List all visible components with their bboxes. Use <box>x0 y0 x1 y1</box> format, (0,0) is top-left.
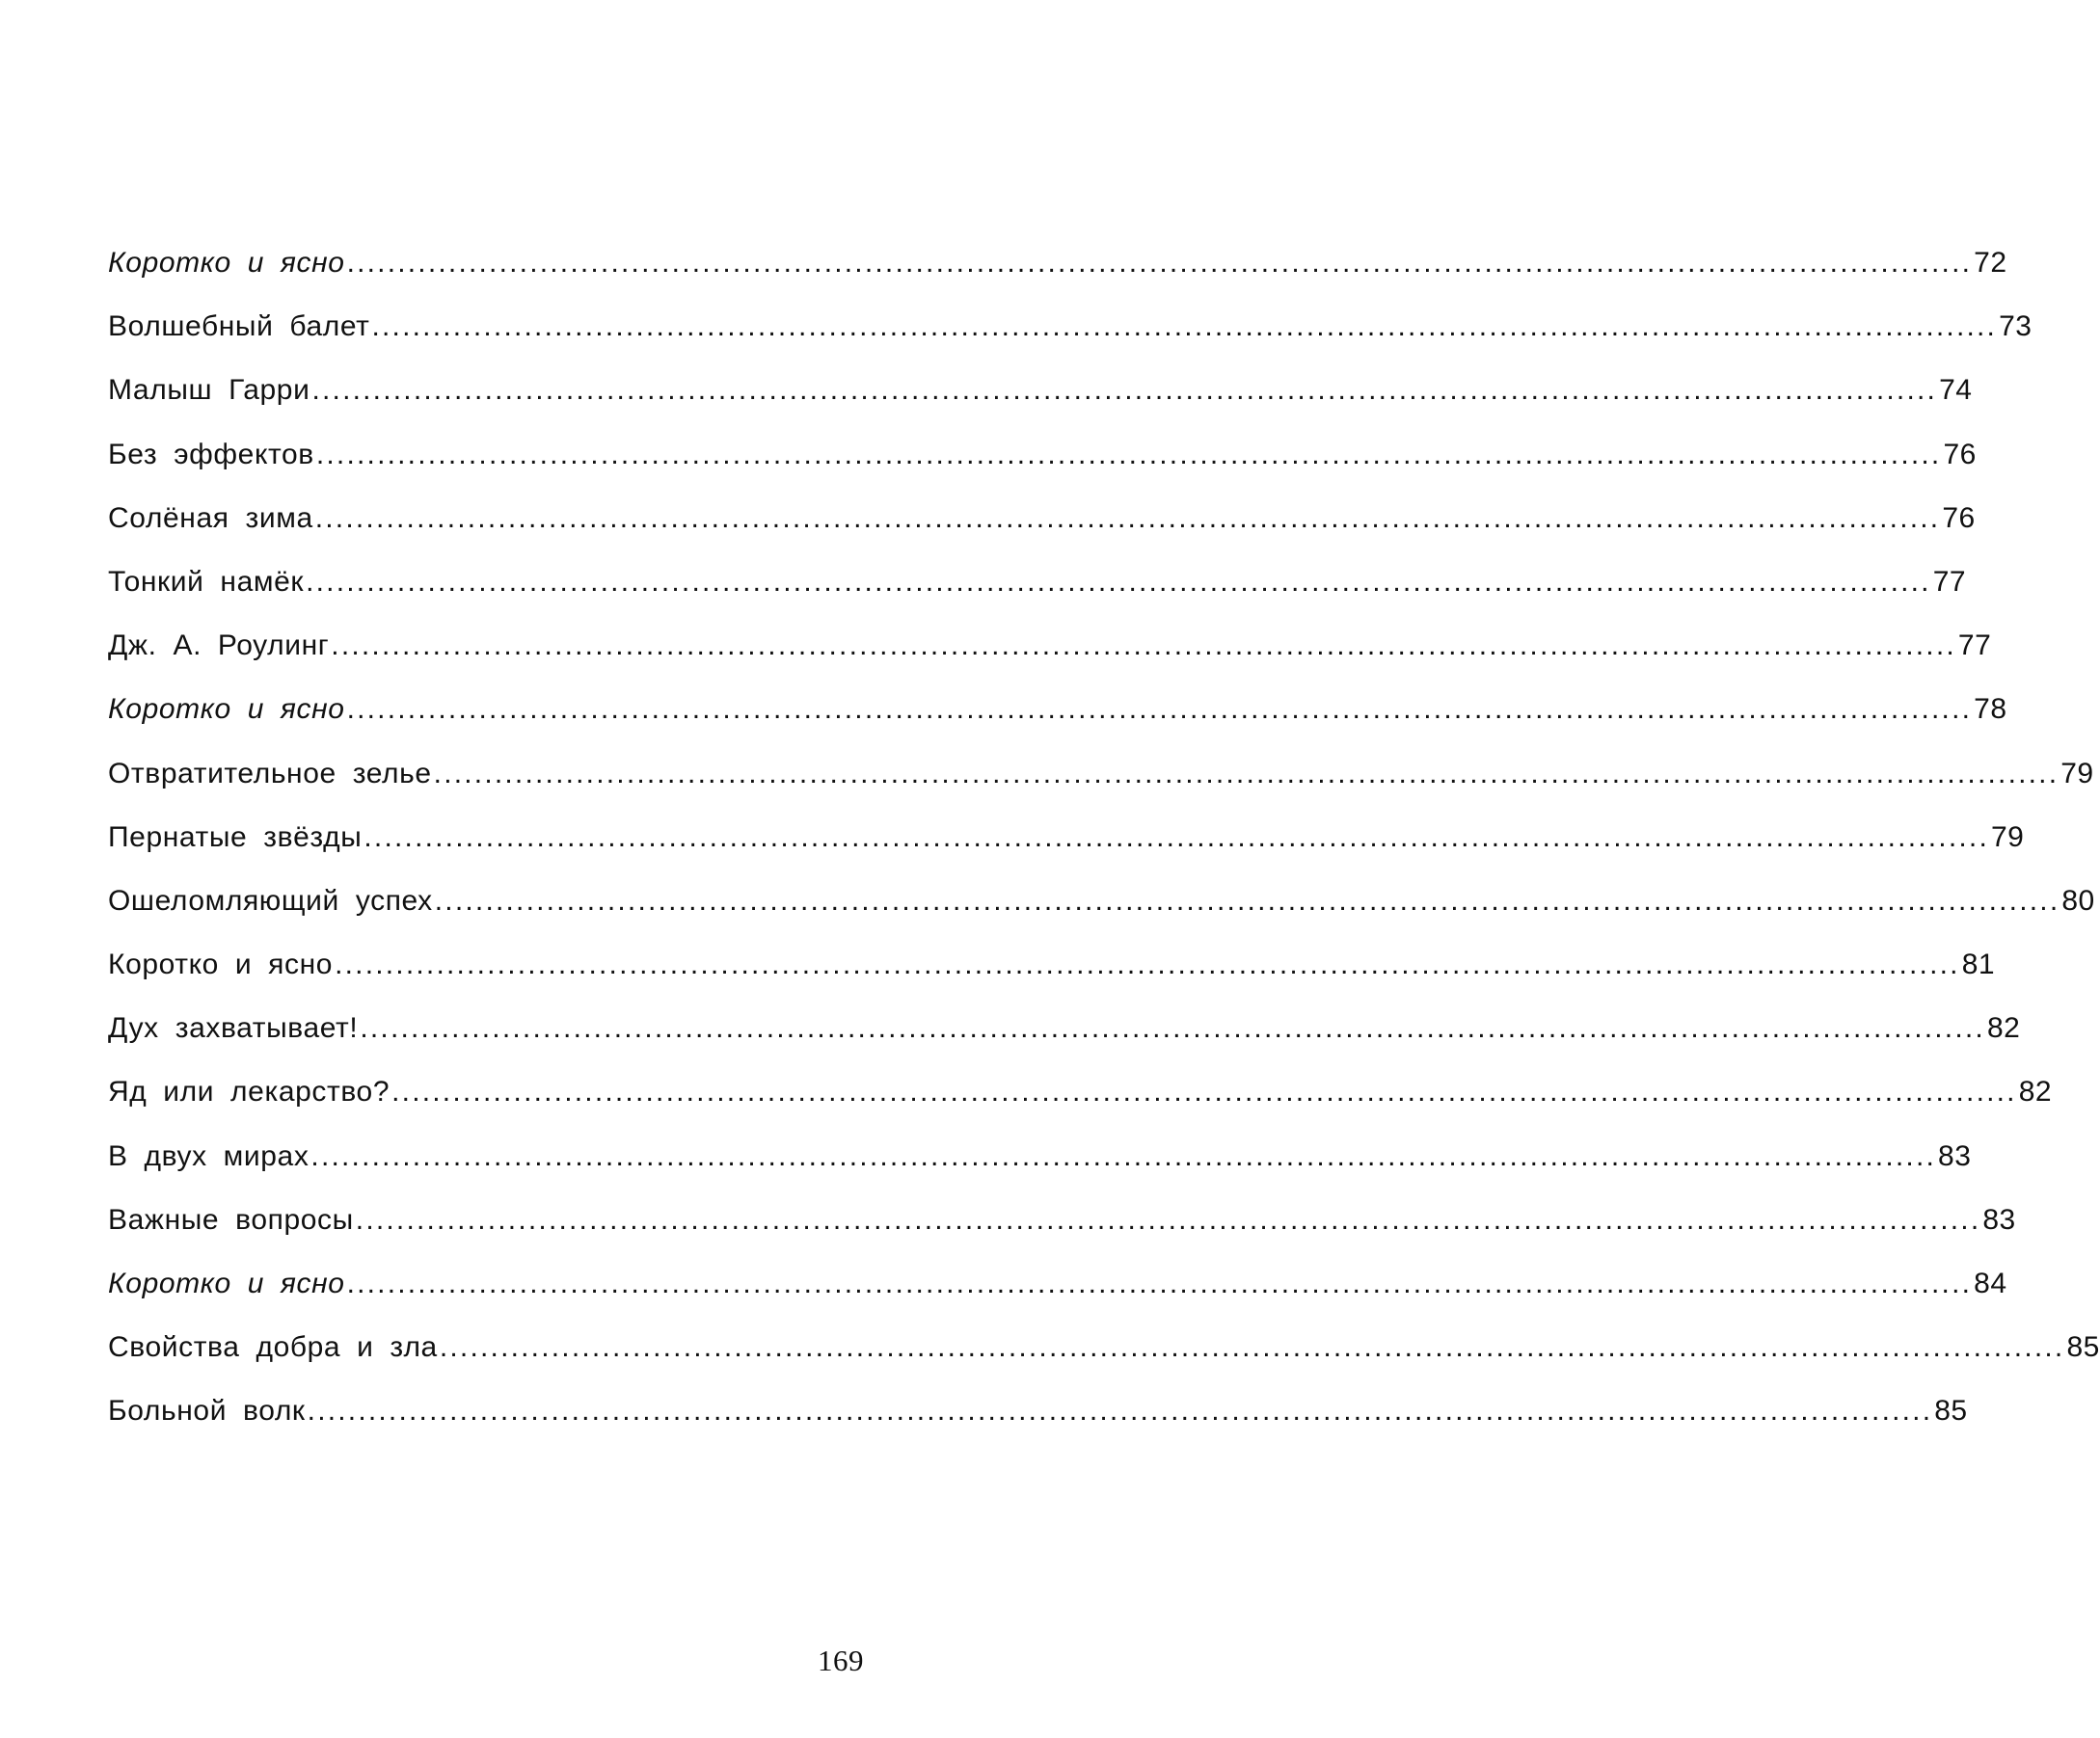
dot-leader: ................................................................................................................................................................ <box>335 949 1960 981</box>
toc-entry-page: 77 <box>1932 565 1967 598</box>
toc-entry-title: Тонкий намёк <box>108 565 305 598</box>
toc-entry-page: 78 <box>1974 693 2007 726</box>
dot-leader: ................................................................................................................................................................ <box>310 1139 1937 1172</box>
toc-entry-page: 80 <box>2061 884 2095 917</box>
toc-entry-page: 81 <box>1961 949 1996 981</box>
toc-entry <box>108 629 1992 693</box>
dot-leader: ................................................................................................................................................................ <box>363 820 1989 853</box>
toc-entry-title: Малыш Гарри <box>108 374 310 407</box>
dot-leader: ................................................................................................................................................................ <box>346 247 1973 279</box>
toc-entry-title: В двух мирах <box>108 1139 310 1172</box>
toc-entry-page: 73 <box>1999 310 2033 343</box>
toc-entry <box>108 820 2025 885</box>
dot-leader: ................................................................................................................................................................ <box>355 1203 1981 1236</box>
toc-entry-title: Волшебный балет <box>108 310 370 343</box>
toc-entry-page: 82 <box>2018 1076 2053 1109</box>
toc-entry <box>108 247 2007 310</box>
dot-leader: ................................................................................................................................................................ <box>307 1395 1933 1428</box>
toc-entry-title: Важные вопросы <box>108 1203 354 1236</box>
toc-entry <box>108 1331 2100 1395</box>
toc-entry <box>108 757 2094 821</box>
toc-entry-title: Пернатые звёзды <box>108 820 363 853</box>
toc-entry <box>108 1139 1972 1204</box>
toc-entry-page: 76 <box>1943 438 1977 470</box>
toc-entry-page: 79 <box>1990 820 2025 853</box>
dot-leader: ................................................................................................................................................................ <box>439 1331 2065 1364</box>
toc-entry-page: 76 <box>1942 501 1976 534</box>
toc-entry <box>108 310 2033 374</box>
toc-entry-title: Солёная зима <box>108 501 313 534</box>
dot-leader: ................................................................................................................................................................ <box>346 1268 1973 1299</box>
toc-entry <box>108 501 1976 566</box>
dot-leader: ................................................................................................................................................................ <box>434 884 2060 917</box>
dot-leader: ................................................................................................................................................................ <box>371 310 1998 343</box>
toc-entry-page: 77 <box>1957 629 1992 662</box>
toc-entry-page: 72 <box>1974 247 2007 279</box>
toc-entry-title: Отвратительное зелье <box>108 757 432 789</box>
toc-entry <box>108 1268 2007 1331</box>
toc-entry-title: Свойства добра и зла <box>108 1331 438 1364</box>
dot-leader: ................................................................................................................................................................ <box>331 629 1956 662</box>
toc-entry-page: 83 <box>1982 1203 2016 1236</box>
dot-leader: ................................................................................................................................................................ <box>314 501 1941 534</box>
dot-leader: ................................................................................................................................................................ <box>360 1012 1985 1045</box>
toc-entry-page: 82 <box>1986 1012 2021 1045</box>
toc-entry <box>108 438 1977 502</box>
toc-entry-title: Ошеломляющий успех <box>108 884 433 917</box>
toc-entry-title: Яд или лекарство? <box>108 1076 390 1109</box>
dot-leader: ................................................................................................................................................................ <box>315 438 1942 470</box>
toc-entry-page: 85 <box>2066 1331 2100 1364</box>
toc-entry <box>108 1076 2053 1139</box>
toc-entry <box>108 884 2095 949</box>
toc-entry-page: 83 <box>1938 1139 1972 1172</box>
dot-leader: ................................................................................................................................................................ <box>306 565 1931 598</box>
toc-entry <box>108 949 1996 1012</box>
toc-entry-title: Коротко и ясно <box>108 949 334 981</box>
toc-entry-title: Без эффектов <box>108 438 314 470</box>
toc-entry-page: 74 <box>1939 374 1973 407</box>
toc-entry-title: Больной волк <box>108 1395 306 1428</box>
toc-entry <box>108 565 1967 629</box>
toc-entry <box>108 374 1973 438</box>
toc-entry <box>108 1395 1968 1458</box>
toc-entry <box>108 1012 2021 1076</box>
toc-entry-page: 79 <box>2060 757 2094 789</box>
table-of-contents <box>108 247 2100 1459</box>
toc-entry-title: Коротко и ясно <box>108 247 345 279</box>
page-number: 169 <box>818 1644 864 1677</box>
dot-leader: ................................................................................................................................................................ <box>391 1076 2017 1109</box>
toc-entry <box>108 1203 2016 1268</box>
toc-entry-title: Коротко и ясно <box>108 693 345 726</box>
dot-leader: ................................................................................................................................................................ <box>433 757 2060 789</box>
toc-entry-page: 85 <box>1934 1395 1968 1428</box>
toc-entry-title: Дух захватывает! <box>108 1012 359 1045</box>
toc-entry-title: Коротко и ясно <box>108 1268 345 1299</box>
toc-entry-page: 84 <box>1974 1268 2007 1299</box>
toc-entry <box>108 693 2007 757</box>
dot-leader: ................................................................................................................................................................ <box>346 693 1973 726</box>
toc-entry-title: Дж. А. Роулинг <box>108 629 330 662</box>
dot-leader: ................................................................................................................................................................ <box>311 374 1938 407</box>
